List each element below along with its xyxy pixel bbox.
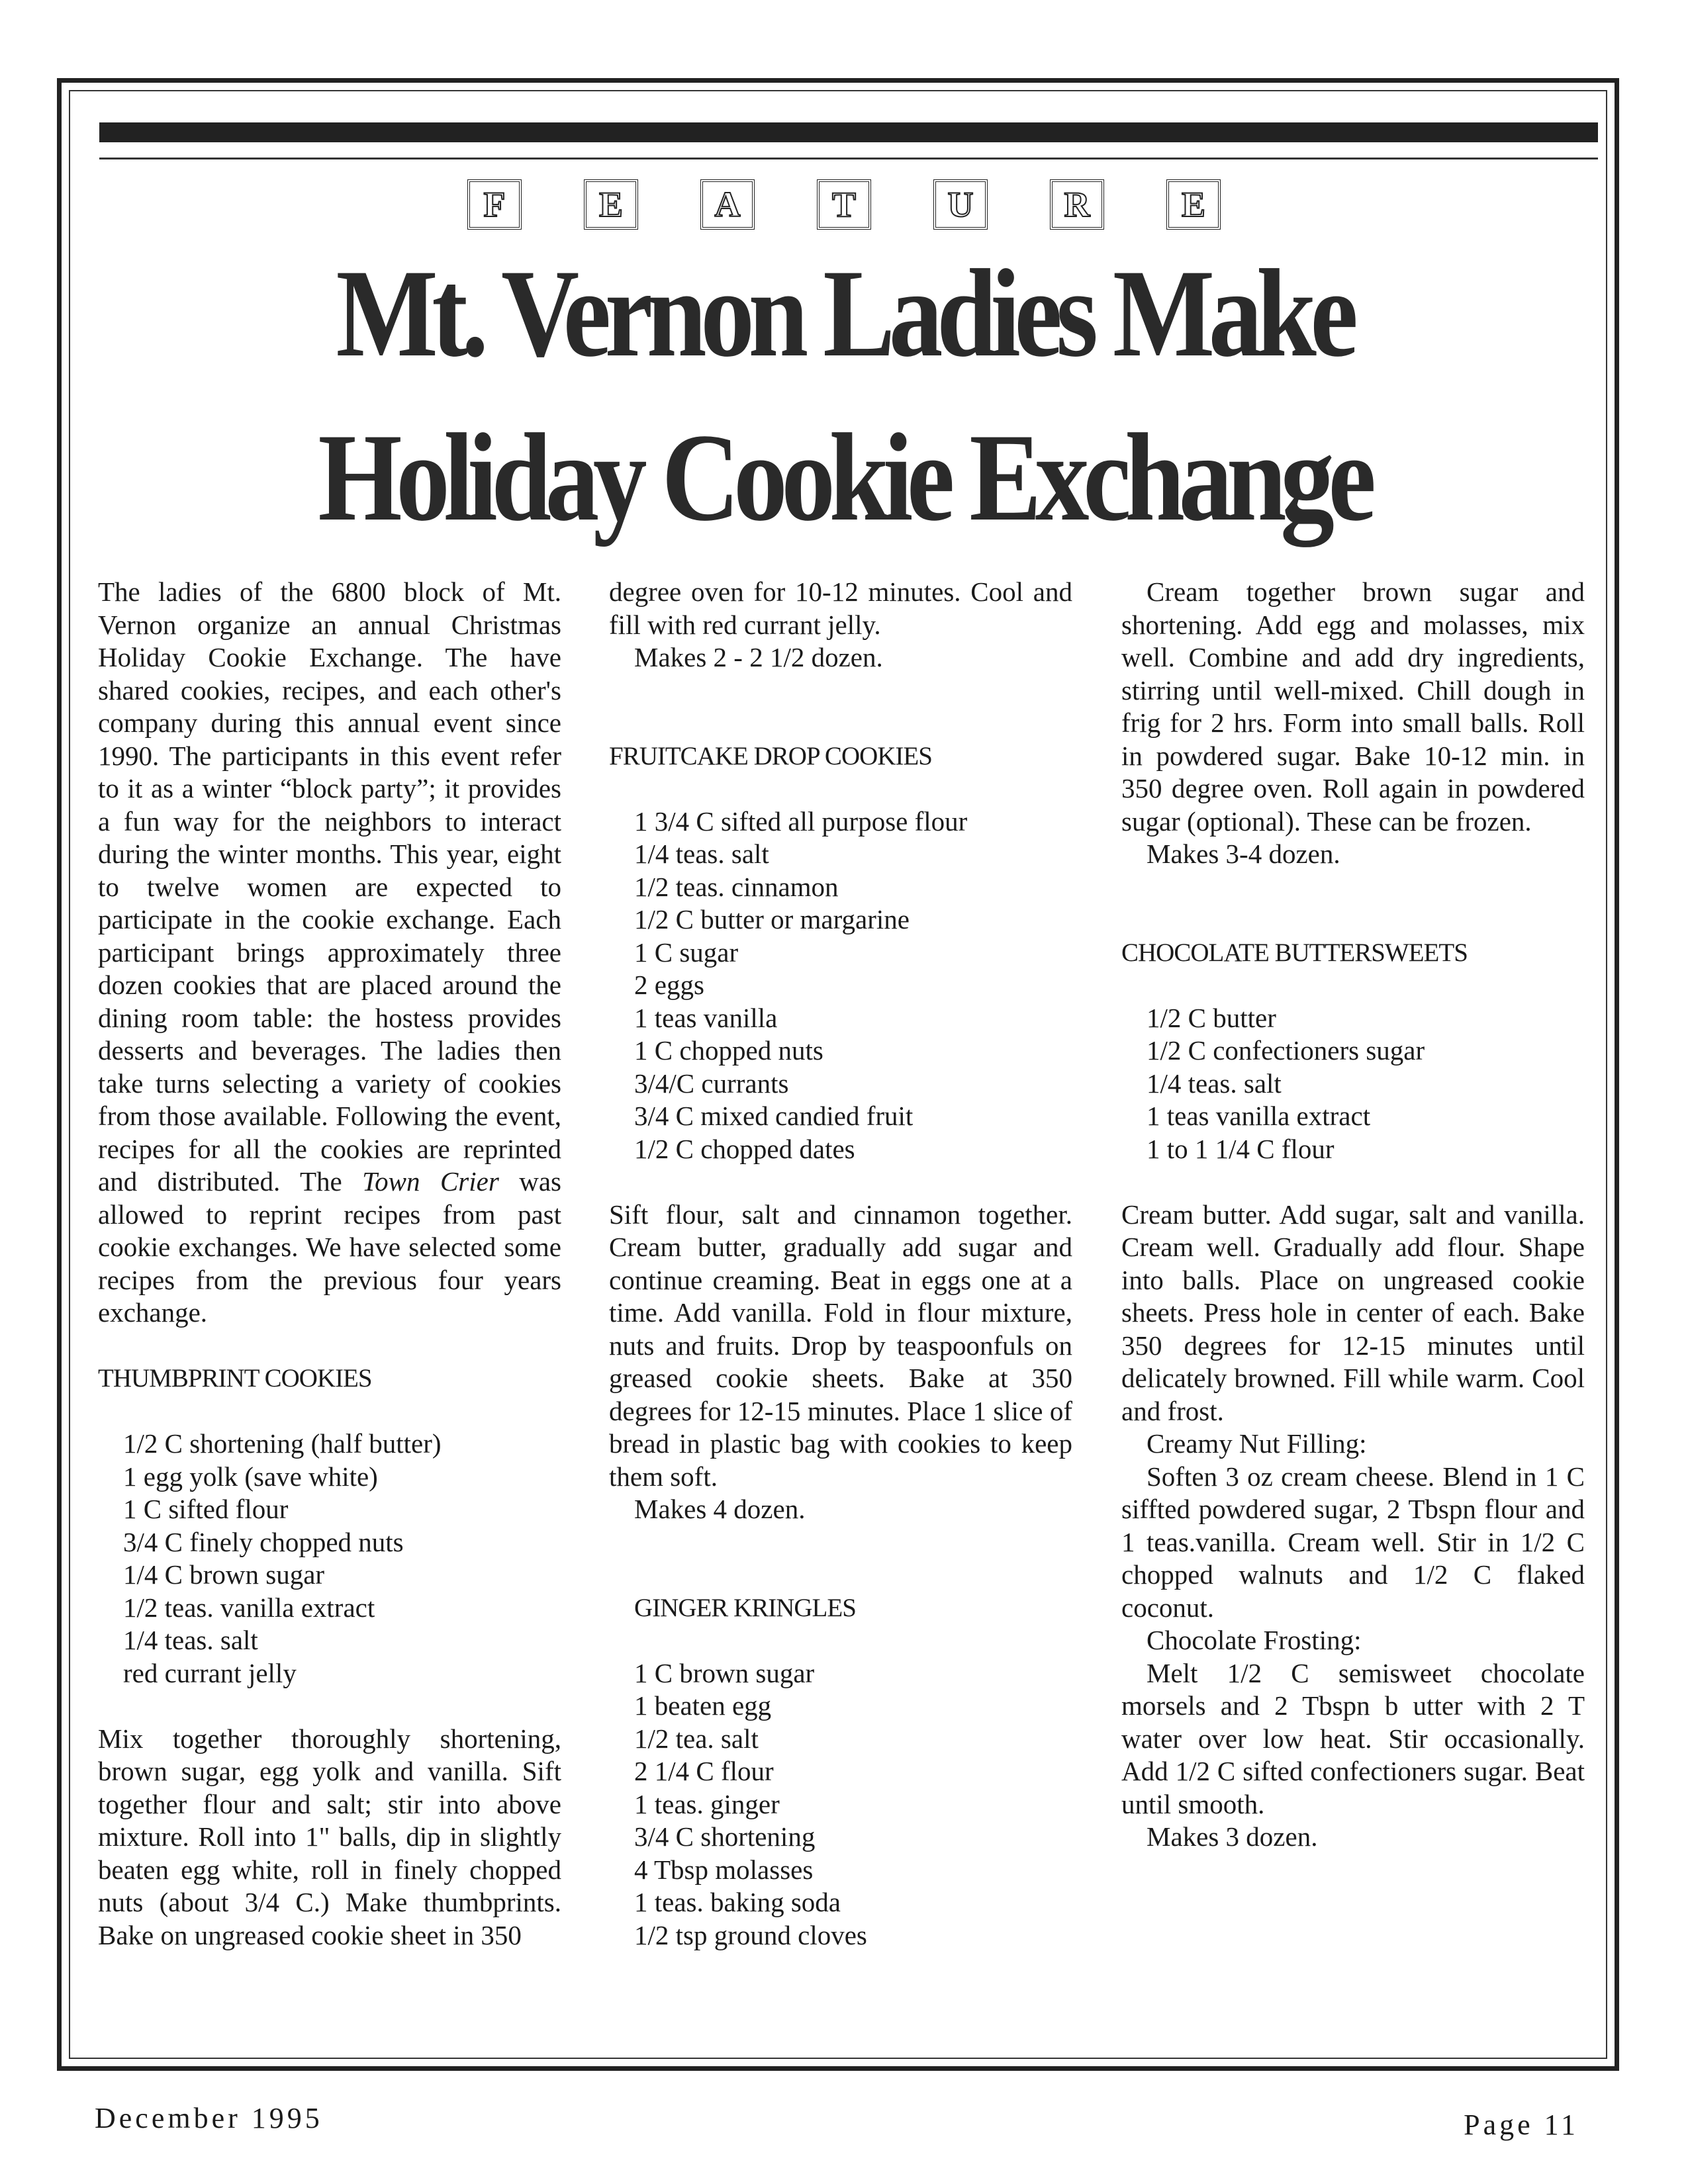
- article-column-2: [609, 576, 1072, 1952]
- ingredient-item: 1 C sugar: [634, 936, 739, 968]
- directions-thumbprint: Mix together thoroughly shortening, brown sugar, egg yolk and vanilla. Sift together flour and salt; stir into above mixture. Roll into 1" balls, dip in slightly beaten egg white, roll in finely chopped nuts (about 3/4 C.) Make thumbprints. Bake on ungreased cookie sheet in 350: [98, 1723, 561, 1950]
- feature-letter: R: [1050, 179, 1104, 230]
- ingredient-item: 1/4 C brown sugar: [123, 1559, 325, 1590]
- ingredient-item: 1/2 tsp ground cloves: [634, 1919, 867, 1950]
- feature-letter: T: [817, 179, 871, 230]
- ingredient-list-ginger: [609, 1657, 1072, 1952]
- ingredient-item: 1 to 1 1/4 C flour: [1147, 1133, 1335, 1164]
- ingredient-item: 1/2 C butter or margarine: [634, 904, 910, 934]
- ingredient-item: 1 C chopped nuts: [634, 1035, 823, 1066]
- recipe-title-fruitcake: FRUITCAKE DROP COOKIES: [609, 741, 932, 770]
- ingredient-item: 1/2 C butter: [1147, 1002, 1276, 1033]
- ingredient-item: 1/2 teas. cinnamon: [634, 871, 839, 902]
- frosting-label: Chocolate Frosting:: [1147, 1625, 1362, 1655]
- ingredient-item: 1 beaten egg: [634, 1690, 772, 1721]
- article-column-3: [1121, 576, 1585, 1854]
- directions-fruitcake: Sift flour, salt and cinnamon together. Cream butter, gradually add sugar and continue creaming. Beat in eggs one at a time. Add vanilla. Fold in flour mixture, nuts and fruits. Drop by teaspoonfuls on greased cookie sheets. Bake at 350 degrees for 12-15 minutes. Place 1 slice of bread in plastic bag with cookies to keep them soft.: [609, 1199, 1072, 1492]
- directions-filling: Soften 3 oz cream cheese. Blend in 1 C siffted powdered sugar, 2 Tbspn flour and 1 teas.vanilla. Cream well. Stir in 1/2 C chopped walnuts and 1/2 C flaked coconut.: [1121, 1461, 1585, 1623]
- ingredient-item: 1/2 C shortening (half butter): [123, 1428, 442, 1459]
- yield-ginger: Makes 3-4 dozen.: [1147, 839, 1340, 869]
- ingredient-list-fruitcake: [609, 805, 1072, 1166]
- top-rule-bar: [99, 122, 1598, 142]
- ingredient-item: 1/2 teas. vanilla extract: [123, 1592, 375, 1623]
- top-thin-rule: [99, 158, 1598, 159]
- intro-text-part1: The ladies of the 6800 block of Mt. Vernon organize an annual Christmas Holiday Cookie Exchange. The have shared cookies, recipes, and each other's company during this annual event since 1990. The participants in this event refer to it as a winter “block party”; it provides a fun way for the neighbors to interact during the winter months. This year, eight to twelve women are expected to participate in the cookie exchange. Each participant brings approximately three dozen cookies that are placed around the dining room table: the hostess provides desserts and beverages. The ladies then take turns selecting a variety of cookies from those available. Following the event, recipes for all the cookies are reprinted and distributed. The: [98, 576, 561, 1197]
- footer-issue-date: December 1995: [95, 2102, 323, 2134]
- yield-thumbprint: Makes 2 - 2 1/2 dozen.: [634, 642, 883, 672]
- ingredient-item: red currant jelly: [123, 1657, 297, 1688]
- ingredient-item: 1 teas. baking soda: [634, 1887, 841, 1917]
- footer-page-number: Page 11: [1464, 2109, 1579, 2141]
- intro-paragraph: [98, 576, 561, 1330]
- ingredient-item: 3/4/C currants: [634, 1068, 789, 1099]
- publication-name: Town Crier: [362, 1166, 499, 1197]
- feature-letter: E: [1166, 179, 1221, 230]
- ingredient-item: 1/2 C confectioners sugar: [1147, 1035, 1425, 1066]
- directions-frosting: Melt 1/2 C semisweet chocolate morsels and 2 Tbspn b utter with 2 T water over low heat. Stir occasionally. Add 1/2 C sifted confectioners sugar. Beat until smooth.: [1121, 1657, 1585, 1819]
- ingredient-item: 3/4 C shortening: [634, 1821, 816, 1852]
- feature-letter: U: [933, 179, 988, 230]
- ingredient-item: 1 teas. ginger: [634, 1788, 780, 1819]
- recipe-title-chocolate: CHOCOLATE BUTTERSWEETS: [1121, 938, 1468, 967]
- ingredient-item: 2 eggs: [634, 970, 704, 1000]
- ingredient-item: 1/4 teas. salt: [634, 839, 769, 869]
- ingredient-item: 3/4 C finely chopped nuts: [123, 1526, 404, 1557]
- intro-text-part2: was allowed to reprint recipes from past cookie exchanges. We have selected some recipes from the previous four years exchange.: [98, 1166, 562, 1328]
- ingredient-item: 1 teas vanilla extract: [1147, 1101, 1371, 1131]
- ingredient-item: 1 3/4 C sifted all purpose flour: [634, 805, 968, 837]
- headline-line-2: Holiday Cookie Exchange: [318, 408, 1370, 547]
- article-column-1: [98, 576, 561, 1952]
- ingredient-item: 1 teas vanilla: [634, 1002, 778, 1033]
- section-label-feature: [0, 175, 1688, 230]
- ingredient-item: 1 egg yolk (save white): [123, 1461, 378, 1492]
- headline: [118, 232, 1570, 560]
- ingredient-item: 1/4 teas. salt: [1147, 1068, 1282, 1099]
- feature-letter: A: [700, 179, 755, 230]
- feature-letter: F: [467, 179, 522, 230]
- ingredient-list-thumbprint: [98, 1428, 561, 1690]
- ingredient-item: 1/2 tea. salt: [634, 1723, 759, 1754]
- filling-label: Creamy Nut Filling:: [1147, 1428, 1367, 1459]
- recipe-title-thumbprint: THUMBPRINT COOKIES: [98, 1364, 372, 1392]
- ingredient-item: 1 C brown sugar: [634, 1657, 815, 1688]
- yield-chocolate: Makes 3 dozen.: [1147, 1821, 1318, 1852]
- yield-fruitcake: Makes 4 dozen.: [634, 1494, 806, 1524]
- ingredient-item: 1/2 C chopped dates: [634, 1133, 855, 1164]
- ingredient-item: 4 Tbsp molasses: [634, 1854, 814, 1885]
- ingredient-list-chocolate: [1121, 1002, 1585, 1166]
- directions-ginger: Cream together brown sugar and shortening. Add egg and molasses, mix well. Combine and add dry ingredients, stirring until well-mixed. Chill dough in frig for 2 hrs. Form into small balls. Roll in powdered sugar. Bake 10-12 min. in 350 degree oven. Roll again in powdered sugar (optional). These can be frozen.: [1121, 576, 1585, 837]
- feature-letter: E: [584, 179, 638, 230]
- ingredient-item: 2 1/4 C flour: [634, 1756, 774, 1786]
- directions-chocolate: Cream butter. Add sugar, salt and vanilla. Cream well. Gradually add flour. Shape into balls. Place on ungreased cookie sheets. Press hole in center of each. Bake 350 degrees for 12-15 minutes until delicately browned. Fill while warm. Cool and frost.: [1121, 1199, 1585, 1426]
- recipe-title-ginger: GINGER KRINGLES: [634, 1593, 856, 1622]
- headline-line-1: Mt. Vernon Ladies Make: [336, 244, 1352, 383]
- ingredient-item: 1/4 teas. salt: [123, 1625, 258, 1655]
- ingredient-item: 1 C sifted flour: [123, 1494, 289, 1524]
- ingredient-item: 3/4 C mixed candied fruit: [634, 1101, 914, 1131]
- directions-thumbprint-continued: degree oven for 10-12 minutes. Cool and fill with red currant jelly.: [609, 576, 1072, 640]
